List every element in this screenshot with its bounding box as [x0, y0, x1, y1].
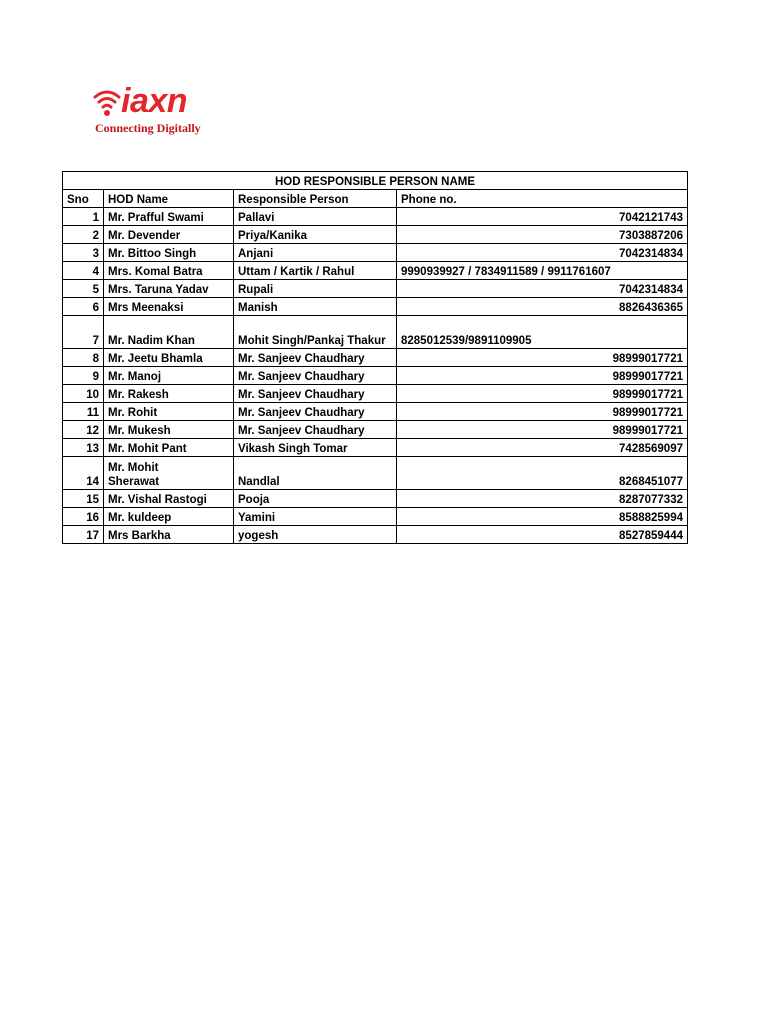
- table-row: [63, 421, 688, 439]
- cell-phone: 7042121743: [397, 208, 688, 226]
- cell-phone: 8826436365: [397, 298, 688, 316]
- company-logo: [93, 82, 233, 138]
- table-row: [63, 490, 688, 508]
- cell-sno: 14: [63, 457, 104, 490]
- cell-phone: 8588825994: [397, 508, 688, 526]
- cell-phone: 98999017721: [397, 421, 688, 439]
- table-row: [63, 439, 688, 457]
- cell-sno: 9: [63, 367, 104, 385]
- cell-sno: 13: [63, 439, 104, 457]
- logo-wordmark: iaxn: [121, 82, 188, 120]
- cell-phone: 8268451077: [397, 457, 688, 490]
- cell-phone: 9990939927 / 7834911589 / 9911761607: [397, 262, 688, 280]
- table-row: [63, 349, 688, 367]
- cell-hod-name: Mrs. Komal Batra: [104, 262, 234, 280]
- table-row: [63, 244, 688, 262]
- cell-responsible-person: Priya/Kanika: [234, 226, 397, 244]
- cell-hod-name: Mr. Prafful Swami: [104, 208, 234, 226]
- cell-responsible-person: Nandlal: [234, 457, 397, 490]
- cell-hod-name: Mr. Rohit: [104, 403, 234, 421]
- cell-responsible-person: Vikash Singh Tomar: [234, 439, 397, 457]
- cell-hod-name: Mrs Barkha: [104, 526, 234, 544]
- table-row: [63, 508, 688, 526]
- cell-responsible-person: Anjani: [234, 244, 397, 262]
- cell-sno: 11: [63, 403, 104, 421]
- cell-sno: 15: [63, 490, 104, 508]
- cell-sno: 16: [63, 508, 104, 526]
- cell-phone: 98999017721: [397, 403, 688, 421]
- cell-responsible-person: Rupali: [234, 280, 397, 298]
- cell-sno: 8: [63, 349, 104, 367]
- table-title: HOD RESPONSIBLE PERSON NAME: [63, 172, 688, 190]
- table-row: [63, 226, 688, 244]
- table-row: [63, 298, 688, 316]
- column-header-phone: Phone no.: [397, 190, 688, 208]
- cell-responsible-person: Uttam / Kartik / Rahul: [234, 262, 397, 280]
- cell-hod-name: Mr. Manoj: [104, 367, 234, 385]
- cell-responsible-person: Mr. Sanjeev Chaudhary: [234, 385, 397, 403]
- cell-responsible-person: Pooja: [234, 490, 397, 508]
- column-header-responsible-person: Responsible Person: [234, 190, 397, 208]
- table-row: [63, 367, 688, 385]
- cell-hod-name: Mr. Vishal Rastogi: [104, 490, 234, 508]
- cell-phone: 8527859444: [397, 526, 688, 544]
- cell-phone: 8285012539/9891109905: [397, 316, 688, 349]
- cell-phone: 7303887206: [397, 226, 688, 244]
- cell-hod-name: Mr. Rakesh: [104, 385, 234, 403]
- cell-phone: 98999017721: [397, 349, 688, 367]
- cell-hod-name: Mr. kuldeep: [104, 508, 234, 526]
- cell-responsible-person: Mr. Sanjeev Chaudhary: [234, 403, 397, 421]
- cell-sno: 6: [63, 298, 104, 316]
- cell-hod-name: Mr. Jeetu Bhamla: [104, 349, 234, 367]
- cell-responsible-person: yogesh: [234, 526, 397, 544]
- cell-sno: 7: [63, 316, 104, 349]
- cell-hod-name: Mrs Meenaksi: [104, 298, 234, 316]
- cell-responsible-person: Mohit Singh/Pankaj Thakur: [234, 316, 397, 349]
- cell-sno: 3: [63, 244, 104, 262]
- cell-hod-name: Mr. Bittoo Singh: [104, 244, 234, 262]
- cell-phone: 7042314834: [397, 244, 688, 262]
- cell-phone: 98999017721: [397, 385, 688, 403]
- table-row: [63, 526, 688, 544]
- cell-hod-name: Mr. Devender: [104, 226, 234, 244]
- column-header-hod-name: HOD Name: [104, 190, 234, 208]
- table-row: [63, 262, 688, 280]
- table-row: [63, 208, 688, 226]
- cell-hod-name: Mr. Nadim Khan: [104, 316, 234, 349]
- logo-tagline: Connecting Digitally: [95, 121, 201, 135]
- table-header-row: [63, 190, 688, 208]
- cell-phone: 7428569097: [397, 439, 688, 457]
- table-row: [63, 457, 688, 490]
- table-row: [63, 385, 688, 403]
- cell-sno: 12: [63, 421, 104, 439]
- cell-responsible-person: Mr. Sanjeev Chaudhary: [234, 367, 397, 385]
- cell-hod-name: Mr. Mohit Sherawat: [104, 457, 234, 490]
- table-row: [63, 316, 688, 349]
- cell-sno: 4: [63, 262, 104, 280]
- cell-phone: 8287077332: [397, 490, 688, 508]
- cell-hod-name: Mr. Mohit Pant: [104, 439, 234, 457]
- cell-responsible-person: Manish: [234, 298, 397, 316]
- cell-sno: 5: [63, 280, 104, 298]
- table-title-row: [63, 172, 688, 190]
- cell-sno: 17: [63, 526, 104, 544]
- cell-hod-name: Mrs. Taruna Yadav: [104, 280, 234, 298]
- column-header-sno: Sno: [63, 190, 104, 208]
- cell-responsible-person: Pallavi: [234, 208, 397, 226]
- cell-sno: 10: [63, 385, 104, 403]
- cell-phone: 98999017721: [397, 367, 688, 385]
- cell-sno: 2: [63, 226, 104, 244]
- table-row: [63, 403, 688, 421]
- cell-responsible-person: Yamini: [234, 508, 397, 526]
- wifi-signal-icon: [93, 88, 121, 122]
- cell-responsible-person: Mr. Sanjeev Chaudhary: [234, 349, 397, 367]
- table-row: [63, 280, 688, 298]
- cell-phone: 7042314834: [397, 280, 688, 298]
- cell-responsible-person: Mr. Sanjeev Chaudhary: [234, 421, 397, 439]
- hod-responsible-table: [62, 171, 688, 544]
- cell-sno: 1: [63, 208, 104, 226]
- cell-hod-name: Mr. Mukesh: [104, 421, 234, 439]
